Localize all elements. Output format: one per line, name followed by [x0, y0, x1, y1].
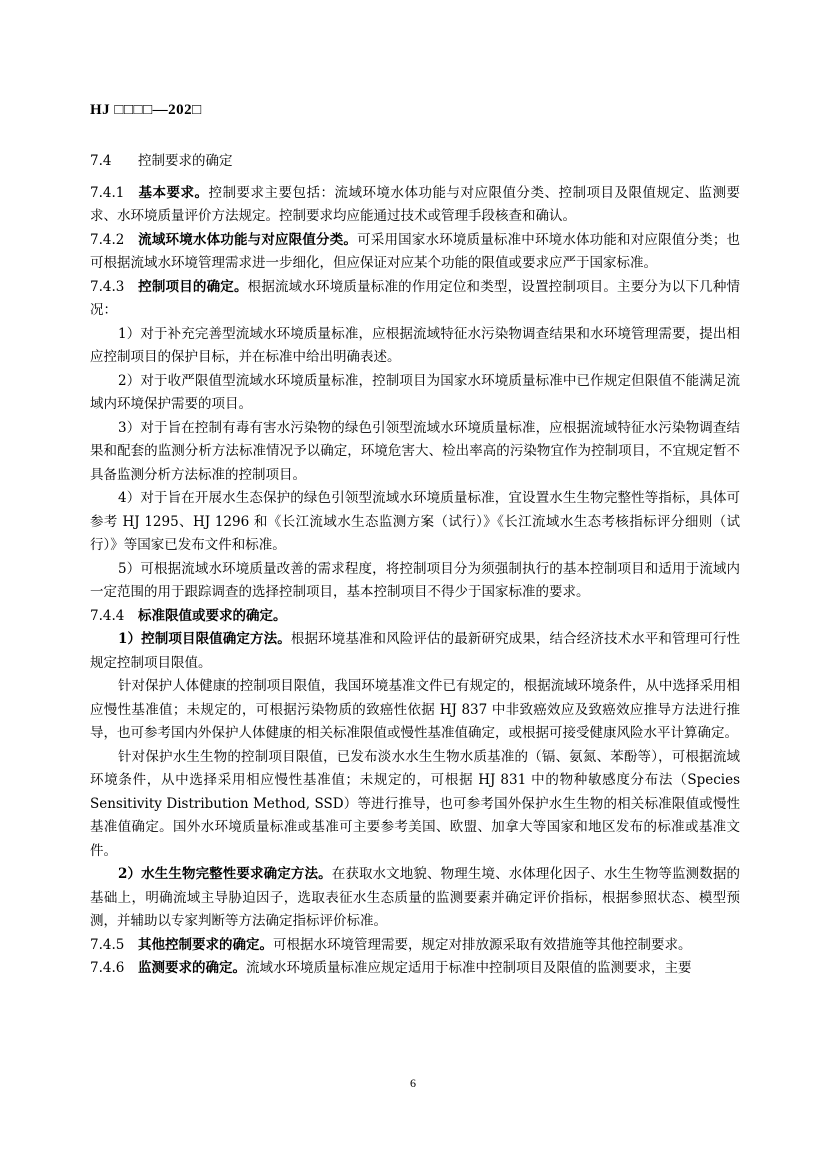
subclause-integrity-method: [90, 863, 740, 934]
clause-7-4-4: [90, 605, 740, 629]
clause-lead: 基本要求。: [138, 184, 209, 201]
clause-number: 7.4.5: [90, 936, 125, 953]
body-paragraph: 针对保护人体健康的控制项目限值，我国环境基准文件已有规定的，根据流域环境条件，从中选择采用相应慢性基准值；未规定的，可根据污染物质的致癌性依据 HJ 837 中非致癌效应及致癌效应推导方法进行推导，也可参考国内外保护人体健康的相关标准限值或慢性基准值确定，或根据可接受健康风险水平计算确定。: [90, 678, 740, 741]
clause-7-4-1: [90, 182, 740, 229]
subclause-text: 根据环境基准和风险评估的最新研究成果，结合经济技术水平和管理可行性规定控制项目限值。: [90, 631, 740, 671]
subclause-lead: 2）水生生物完整性要求确定方法。: [118, 866, 332, 882]
clause-text: 根据流域水环境质量标准的作用定位和类型，设置控制项目。主要分为以下几种情况：: [90, 278, 741, 318]
clause-text: 可根据水环境管理需要，规定对排放源采取有效措施等其他控制要求。: [273, 936, 692, 953]
body-paragraph: 针对保护水生生物的控制项目限值，已发布淡水水生生物水质基准的（镉、氨氮、苯酚等），可根据流域环境条件，从中选择采用相应慢性基准值；未规定的，可根据 HJ 831 中的物种敏感度分布法（Species Sensitivity Distribution Method, SSD）等进行推导，也可参考国外保护水生生物的相关标准限值或慢性基准值确定。国外水环境质量标准或基准可主要参考美国、欧盟、加拿大等国家和地区发布的标准或基准文件。: [90, 748, 740, 859]
clause-7-4-6: [90, 957, 740, 981]
clause-text: 控制要求主要包括：流域环境水体功能与对应限值分类、控制项目及限值规定、监测要求、水环境质量评价方法规定。控制要求均应能通过技术或管理手段核查和确认。: [90, 184, 740, 224]
section-heading: [90, 150, 740, 174]
clause-7-4-2: [90, 229, 740, 276]
clause-lead: 控制项目的确定。: [138, 278, 248, 295]
subclause-limit-method: [90, 628, 740, 675]
subclause-text: 在获取水文地貌、物理生境、水体理化因子、水生生物等监测数据的基础上，明确流域主导胁迫因子，选取表征水生态质量的监测要素并确定评价指标，根据参照状态、模型预测，并辅助以专家判断等方法确定指标评价标准。: [90, 866, 741, 929]
list-item: 5）可根据流域水环境质量改善的需求程度，将控制项目分为须强制执行的基本控制项目和适用于流域内一定范围的用于跟踪调查的选择控制项目，基本控制项目不得少于国家标准的要求。: [90, 560, 740, 600]
clause-number: 7.4.6: [90, 960, 125, 976]
list-item: 3）对于旨在控制有毒有害水污染物的绿色引领型流域水环境质量标准，应根据流域特征水污染物调查结果和配套的监测分析方法标准情况予以确定，环境危害大、检出率高的污染物宜作为控制项目，不宜规定暂不具备监测分析方法标准的控制项目。: [90, 419, 740, 483]
clause-lead: 监测要求的确定。: [138, 960, 246, 976]
clause-text: 可采用国家水环境质量标准中环境水体功能和对应限值分类；也可根据流域水环境管理需求进一步细化，但应保证对应某个功能的限值或要求应严于国家标准。: [90, 231, 741, 271]
subclause-lead: 1）控制项目限值确定方法。: [118, 631, 291, 647]
clause-text: 流域水环境质量标准应规定适用于标准中控制项目及限值的监测要求，主要: [246, 960, 692, 976]
clause-7-4-3: [90, 276, 740, 323]
standard-number-header: HJ □□□□—202□: [90, 102, 202, 118]
list-item: 1）对于补充完善型流域水环境质量标准，应根据流域特征水污染物调查结果和水环境管理需要，提出相应控制项目的保护目标，并在标准中给出明确表述。: [90, 325, 740, 365]
clause-number: 7.4.1: [90, 184, 125, 201]
clause-number: 7.4.3: [90, 278, 125, 295]
section-number: 7.4: [90, 153, 112, 169]
clause-number: 7.4.2: [90, 231, 125, 248]
clause-7-4-5: [90, 934, 740, 958]
list-item: 2）对于收严限值型流域水环境质量标准，控制项目为国家水环境质量标准中已作规定但限值不能满足流域内环境保护需要的项目。: [90, 372, 740, 412]
clause-lead: 标准限值或要求的确定。: [138, 607, 287, 624]
document-body: [90, 148, 740, 981]
page-number: 6: [410, 1076, 416, 1090]
list-item: 4）对于旨在开展水生态保护的绿色引领型流域水环境质量标准，宜设置水生生物完整性等指标，具体可参考 HJ 1295、HJ 1296 和《长江流域水生态监测方案（试行）》《长江流域水生态考核指标评分细则（试行）》等国家已发布文件和标准。: [90, 490, 740, 553]
clause-lead: 其他控制要求的确定。: [138, 936, 273, 953]
section-title: 控制要求的确定: [138, 153, 233, 169]
clause-number: 7.4.4: [90, 607, 125, 624]
clause-lead: 流域环境水体功能与对应限值分类。: [138, 231, 358, 248]
